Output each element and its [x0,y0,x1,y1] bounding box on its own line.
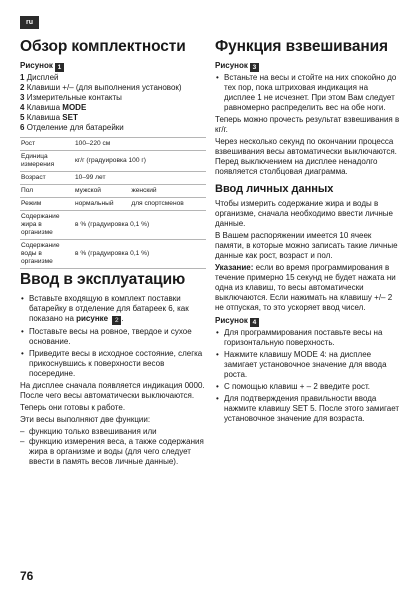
list-item: • Для программирования поставьте весы на горизонтальную поверхность. [215,328,401,348]
figure-4-caption: Рисунок 4 [215,316,401,327]
figure-2-number: 2 [112,316,121,325]
programming-steps [215,328,401,424]
list-item: 1 Дисплей [20,73,59,82]
list-item: • Вставьте входящую в комплект поставки батарейку в отделение для батареек 6, как показано на рисунке 2 . [20,294,206,325]
weighing-steps [215,73,401,113]
table-row: Единица измерения кг/г (градуировка 100 г) [20,151,206,172]
functions-list [20,427,206,467]
table-row: Содержание жира в организме в % (градуировка 0,1 %) [20,211,206,240]
right-column [215,38,401,426]
figure-3-number: 3 [250,63,259,72]
list-item: 5 Клавиша SET [20,113,78,122]
list-item: 4 Клавиша MODE [20,103,87,112]
list-item: 2 Клавиши +/– (для выполнения установок) [20,83,182,92]
note-paragraph: Указание: если во время программирования в течение примерно 15 секунд не будет нажата ни одна из клавиш, то весы автоматически выключаются. Если нажимать на клавишу +/– 2 не отпуская, то это ускоряет ввод чисел. [215,263,396,312]
paragraph: Через несколько секунд по окончании процесса взвешивания весы автоматически выключаются. Перед выключением на дисплее ненадолго появляется столбцовая диаграмма. [215,137,397,176]
table-row: Содержание воды в организме в % (градуировка 0,1 %) [20,240,206,269]
paragraph: В Вашем распоряжении имеется 10 ячеек памяти, в которые можно записать такие личные данные как рост, возраст и пол. [215,231,398,260]
language-tab: ru [20,16,39,29]
list-item: • Приведите весы в исходное состояние, слегка прикоснувшись к поверхности весов посередине. [20,349,206,379]
weighing-title: Функция взвешивания [215,38,388,55]
startup-steps [20,294,206,379]
table-row: Пол мужской женский [20,185,206,198]
specs-table [20,137,206,269]
personal-data-title: Ввод личных данных [215,183,334,195]
list-item: – функцию измерения веса, а также содержания жира в организме и воды (для чего следует ввести в память весов личные данные). [20,437,206,467]
paragraph: Теперь они готовы к работе. [20,403,126,412]
list-item: • Для подтверждения правильности ввода нажмите клавишу SET 5. После этого замигает установочное значение для возраста. [215,394,401,424]
list-item: • Поставьте весы на ровное, твердое и сухое основание. [20,327,206,347]
figure-4-number: 4 [250,318,259,327]
list-item: • Встаньте на весы и стойте на них спокойно до тех пор, пока штриховая индикация на дисплее 1 не исчезнет. При этом Вам следует равномерно распределить вес на обе ноги. [215,73,401,113]
list-item: • Нажмите клавишу MODE 4: на дисплее замигает установочное значение для ввода роста. [215,350,401,380]
paragraph: Эти весы выполняют две функции: [20,415,151,424]
paragraph: Теперь можно прочесть результат взвешивания в кг/г. [215,115,400,134]
table-row: Режим нормальный для спортсменов [20,198,206,211]
parts-list [20,73,206,133]
startup-title: Ввод в эксплуатацию [20,271,186,288]
list-item: 6 Отделение для батарейки [20,123,124,132]
table-row: Возраст 10–99 лет [20,172,206,185]
list-item: – функцию только взвешивания или [20,427,206,437]
page-number: 76 [20,569,34,583]
left-column [20,38,206,467]
table-row: Рост 100–220 см [20,138,206,151]
list-item: • С помощью клавиш + – 2 введите рост. [215,382,401,392]
paragraph: Чтобы измерить содержание жира и воды в организме, сначала необходимо ввести личные данные. [215,199,393,228]
paragraph: На дисплее сначала появляется индикация 0000. После чего весы автоматически выключаются. [20,381,205,400]
figure-3-caption: Рисунок 3 [215,61,401,72]
overview-title: Обзор комплектности [20,38,186,55]
figure-1-number: 1 [55,63,64,72]
figure-1-caption: Рисунок 1 [20,61,206,72]
list-item: 3 Измерительные контакты [20,93,122,102]
